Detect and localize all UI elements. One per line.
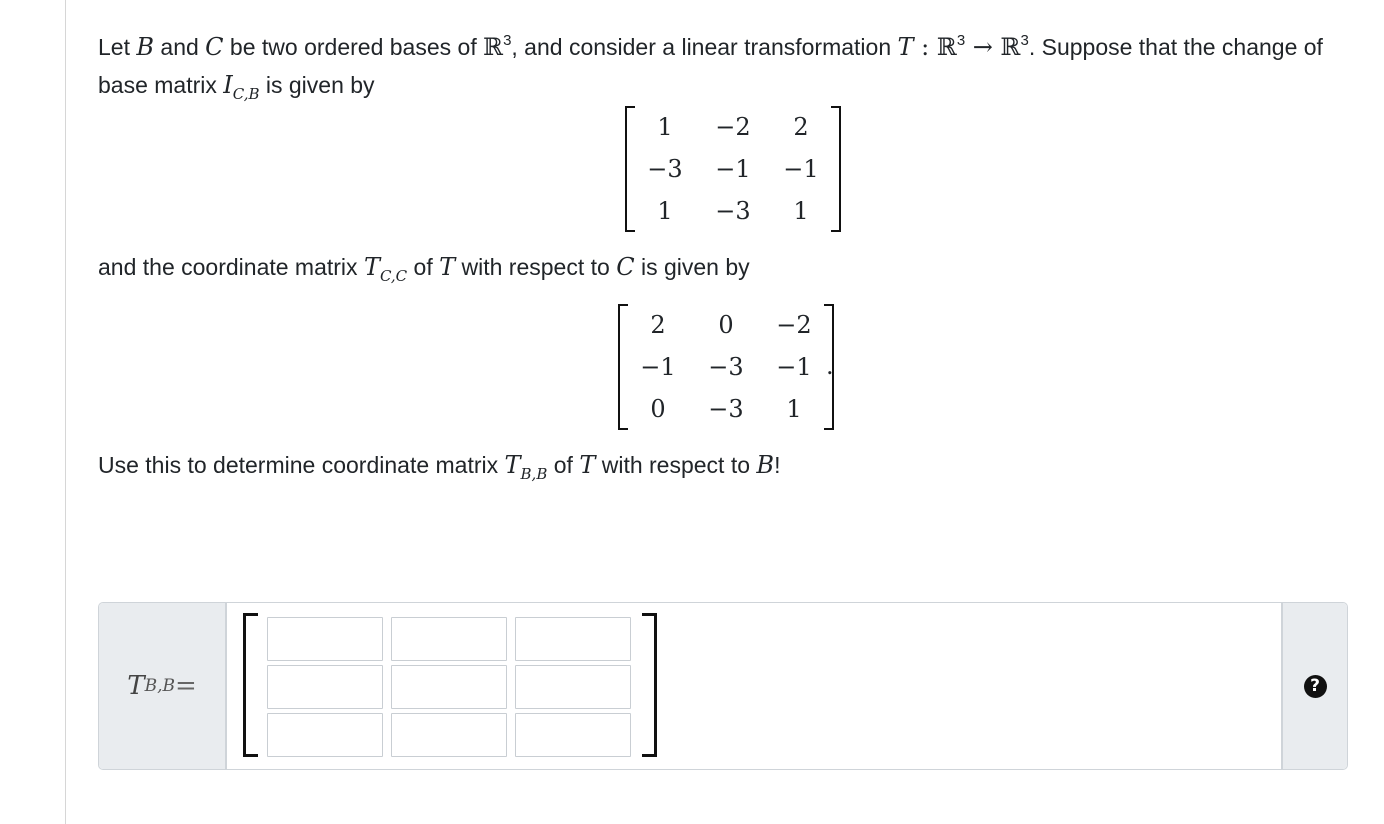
coordinate-matrix-entry: −1	[640, 353, 676, 381]
change-of-base-matrix-entry: −1	[783, 155, 819, 183]
left-bracket	[243, 613, 258, 757]
change-of-base-matrix-entry: −1	[715, 155, 751, 183]
answer-cell-3-1[interactable]	[267, 713, 383, 757]
change-of-base-matrix-entry: −3	[715, 197, 751, 225]
problem-statement	[98, 28, 1358, 484]
problem-paragraph-2: and the coordinate matrix $T_{C,C}$ of T with respect to C is given by	[98, 253, 750, 285]
coordinate-matrix-entry: −2	[776, 311, 812, 339]
coordinate-matrix-entry: 0	[718, 311, 734, 339]
change-of-base-matrix-row	[631, 148, 835, 190]
help-button-area	[1281, 603, 1347, 769]
answer-cell-1-2[interactable]	[391, 617, 507, 661]
matrix-period: .	[826, 352, 834, 380]
coordinate-matrix-entry: −3	[708, 353, 744, 381]
change-of-base-matrix-entry: 1	[657, 113, 673, 141]
coordinate-matrix-entry: −1	[776, 353, 812, 381]
right-bracket	[642, 613, 657, 757]
change-of-base-matrix-row	[631, 106, 835, 148]
answer-cell-1-3[interactable]	[515, 617, 631, 661]
coordinate-matrix-entry: 0	[650, 395, 666, 423]
change-of-base-matrix-entry: −3	[647, 155, 683, 183]
answer-cell-3-3[interactable]	[515, 713, 631, 757]
change-of-base-matrix-entry: 2	[793, 113, 809, 141]
coordinate-matrix-row	[624, 346, 828, 388]
change-of-base-matrix-entry: −2	[715, 113, 751, 141]
coordinate-matrix-entry: 2	[650, 311, 666, 339]
answer-cell-2-1[interactable]	[267, 665, 383, 709]
answer-label: T B,B =	[99, 603, 227, 769]
coordinate-matrix-entry: 1	[786, 395, 802, 423]
coordinate-matrix-row	[624, 304, 828, 346]
change-of-base-matrix-row	[631, 190, 835, 232]
problem-paragraph-1: Let B and C be two ordered bases of ℝ$^3$, and consider a linear transformation T : ℝ$^3$ → ℝ$^3$. Suppose that the change of base matrix $I_{C,B}$ is given by	[98, 32, 1323, 103]
change-of-base-matrix-entry: 1	[657, 197, 673, 225]
answer-cell-2-2[interactable]	[391, 665, 507, 709]
answer-cell-1-1[interactable]	[267, 617, 383, 661]
coordinate-matrix-entry: −3	[708, 395, 744, 423]
left-divider	[65, 0, 66, 824]
answer-matrix	[243, 613, 657, 757]
change-of-base-matrix-entry: 1	[793, 197, 809, 225]
answer-input-group	[98, 602, 1348, 770]
answer-cell-3-2[interactable]	[391, 713, 507, 757]
coordinate-matrix-row	[624, 388, 828, 430]
answer-cell-2-3[interactable]	[515, 665, 631, 709]
coordinate-matrix	[618, 304, 834, 430]
problem-paragraph-3: Use this to determine coordinate matrix $T_{B,B}$ of T with respect to B!	[98, 451, 781, 483]
answer-matrix-grid	[267, 617, 631, 757]
change-of-base-matrix-display	[98, 104, 1358, 244]
coordinate-matrix-display	[98, 286, 1358, 438]
change-of-base-matrix	[625, 106, 841, 232]
question-circle-icon[interactable]: ?	[1304, 675, 1327, 698]
